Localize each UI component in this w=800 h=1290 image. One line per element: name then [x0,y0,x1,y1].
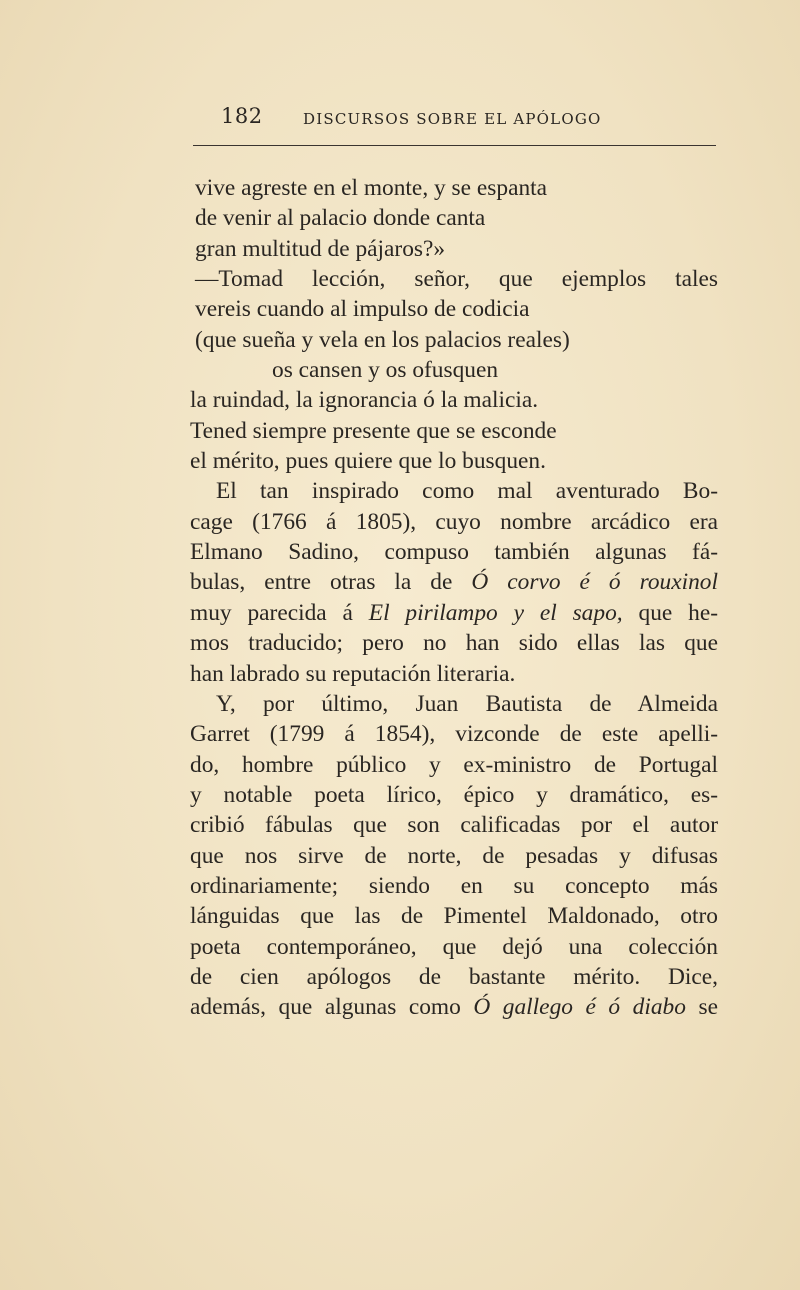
paragraph-line: y notable poeta lírico, épico y dramático, es- [190,781,718,808]
verse-line: —Tomad lección, señor, que ejemplos tales [195,266,718,293]
italic-title: Ó corvo é ó rouxinol [471,569,718,596]
page-body [190,173,718,1023]
italic-title: Ó gallego é ó diabo [473,994,686,1021]
paragraph-line: mos traducido; pero no han sido ellas las que [190,630,718,657]
verse-line: de venir al palacio donde canta [195,205,486,232]
paragraph-line [190,992,718,1022]
line-text: bulas, entre otras la de [190,569,472,596]
paragraph-line: cage (1766 á 1805), cuyo nombre arcádico era [190,508,718,535]
line-text: que he- [622,599,719,626]
verse-line: os cansen y os ofusquen [272,357,499,384]
paragraph-line: han labrado su reputación literaria. [190,660,516,687]
paragraph-line: Elmano Sadino, compuso también algunas fá- [190,539,718,566]
italic-title: El pirilampo y el sapo, [368,599,623,626]
verse-line: la ruindad, la ignorancia ó la malicia. [190,387,539,414]
paragraph-line: cribió fábulas que son calificadas por el autor [190,812,718,839]
page-header [221,104,716,134]
paragraph-line: que nos sirve de norte, de pesadas y difusas [190,842,718,869]
running-title: DISCURSOS SOBRE EL APÓLOGO [303,110,602,128]
paragraph-line: Garret (1799 á 1854), vizconde de este apelli- [190,721,718,748]
paragraph-line: Y, por último, Juan Bautista de Almeida [216,690,718,717]
line-text: muy parecida á [190,599,369,626]
paragraph-line [190,598,718,628]
paragraph-line: lánguidas que las de Pimentel Maldonado, otro [190,903,718,930]
verse-line: gran multitud de pájaros?» [195,235,446,262]
paragraph-line: ordinariamente; siendo en su concepto más [190,872,718,899]
paragraph-line: do, hombre público y ex-ministro de Portugal [190,751,718,778]
line-text: se [685,994,718,1021]
verse-line: vereis cuando al impulso de codicia [195,296,530,323]
verse-line: (que sueña y vela en los palacios reales) [195,326,570,353]
verse-line: el mérito, pues quiere que lo busquen. [190,448,546,475]
line-text: además, que algunas como [190,994,474,1021]
paragraph-line: de cien apólogos de bastante mérito. Dice, [190,963,718,990]
paragraph-line: El tan inspirado como mal aventurado Bo- [216,478,718,505]
paragraph-line [190,567,718,597]
header-rule [193,145,716,146]
paragraph-line: poeta contemporáneo, que dejó una colección [190,933,718,960]
verse-line: Tened siempre presente que se esconde [190,417,557,444]
page-number: 182 [221,104,263,128]
verse-line: vive agreste en el monte, y se espanta [195,175,548,201]
